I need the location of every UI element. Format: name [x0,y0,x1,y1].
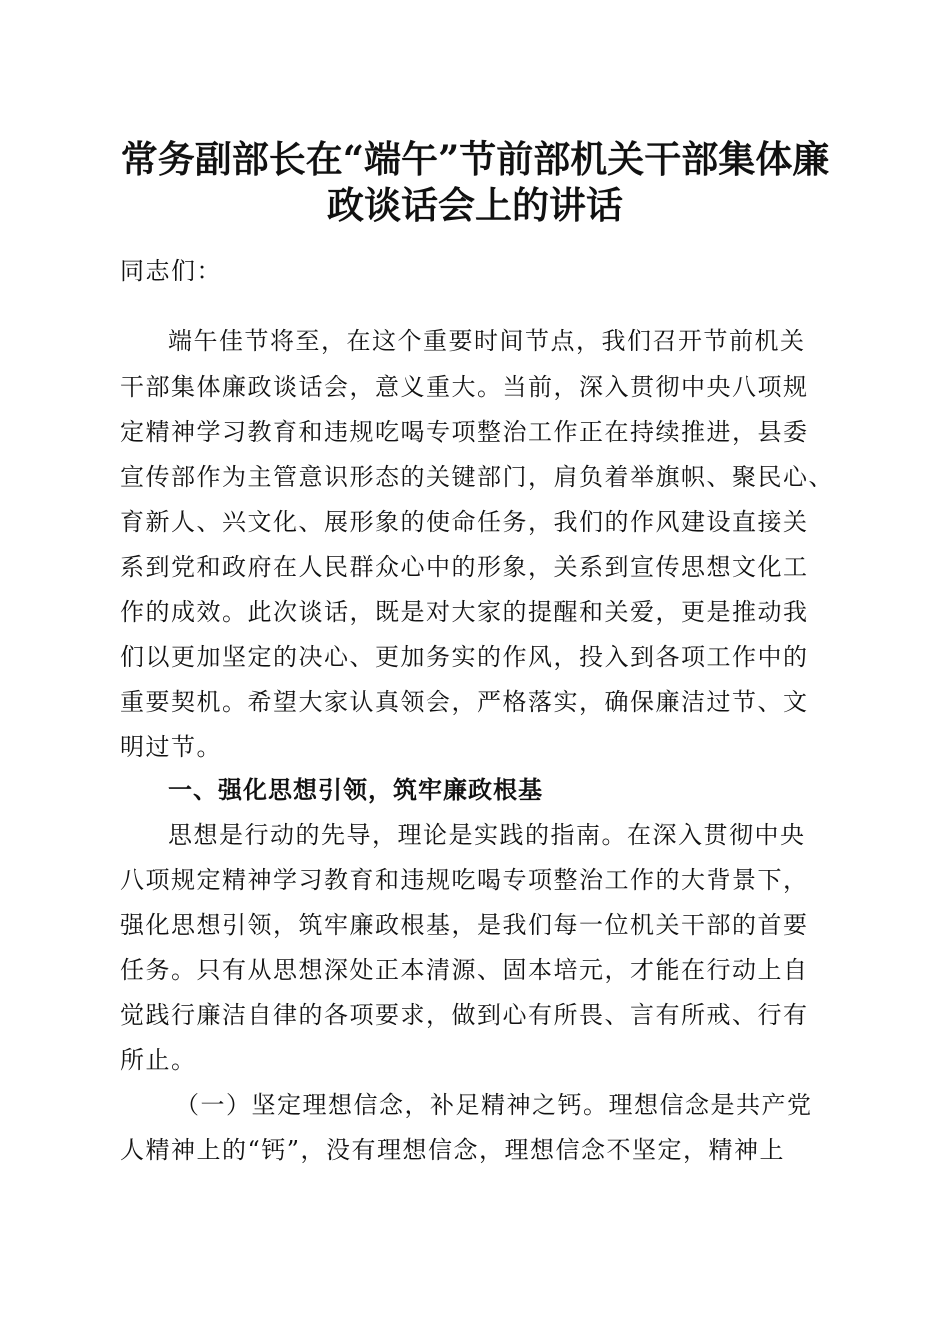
paragraph-2-line: 觉践行廉洁自律的各项要求，做到心有所畏、言有所戒、行有 [120,1001,809,1029]
document-title-line-2: 政谈话会上的讲话 [327,183,623,227]
paragraph-1-line: 重要契机。希望大家认真领会，严格落实，确保廉洁过节、文 [120,688,809,716]
paragraph-2-line: 八项规定精神学习教育和违规吃喝专项整治工作的大背景下， [120,866,809,894]
paragraph-1-line: 定精神学习教育和违规吃喝专项整治工作正在持续推进，县委 [120,418,809,446]
paragraph-3-line: 人精神上的“钙”，没有理想信念，理想信念不坚定，精神上 [120,1136,786,1164]
paragraph-1-line: 作的成效。此次谈话，既是对大家的提醒和关爱，更是推动我 [120,598,809,626]
paragraph-2-line: 思想是行动的先导，理论是实践的指南。在深入贯彻中央 [168,821,806,849]
salutation: 同志们： [120,257,222,285]
paragraph-1-line: 干部集体廉政谈话会，意义重大。当前，深入贯彻中央八项规 [120,373,809,401]
document-title-line-1: 常务副部长在“端午”节前部机关干部集体廉 [120,137,830,181]
paragraph-1-line: 育新人、兴文化、展形象的使命任务，我们的作风建设直接关 [120,508,809,536]
paragraph-1-line: 明过节。 [120,733,222,761]
paragraph-1-line: 端午佳节将至，在这个重要时间节点，我们召开节前机关 [168,327,806,355]
section-1-heading: 一、强化思想引领，筑牢廉政根基 [168,776,543,804]
paragraph-3-line: （一）坚定理想信念，补足精神之钙。理想信念是共产党 [175,1091,813,1119]
paragraph-1-line: 宣传部作为主管意识形态的关键部门，肩负着举旗帜、聚民心、 [120,463,834,491]
paragraph-2-line: 所止。 [120,1046,197,1074]
paragraph-1-line: 们以更加坚定的决心、更加务实的作风，投入到各项工作中的 [120,643,809,671]
paragraph-1-line: 系到党和政府在人民群众心中的形象，关系到宣传思想文化工 [120,553,809,581]
paragraph-2-line: 任务。只有从思想深处正本清源、固本培元，才能在行动上自 [120,956,809,984]
paragraph-2-line: 强化思想引领，筑牢廉政根基，是我们每一位机关干部的首要 [120,911,809,939]
